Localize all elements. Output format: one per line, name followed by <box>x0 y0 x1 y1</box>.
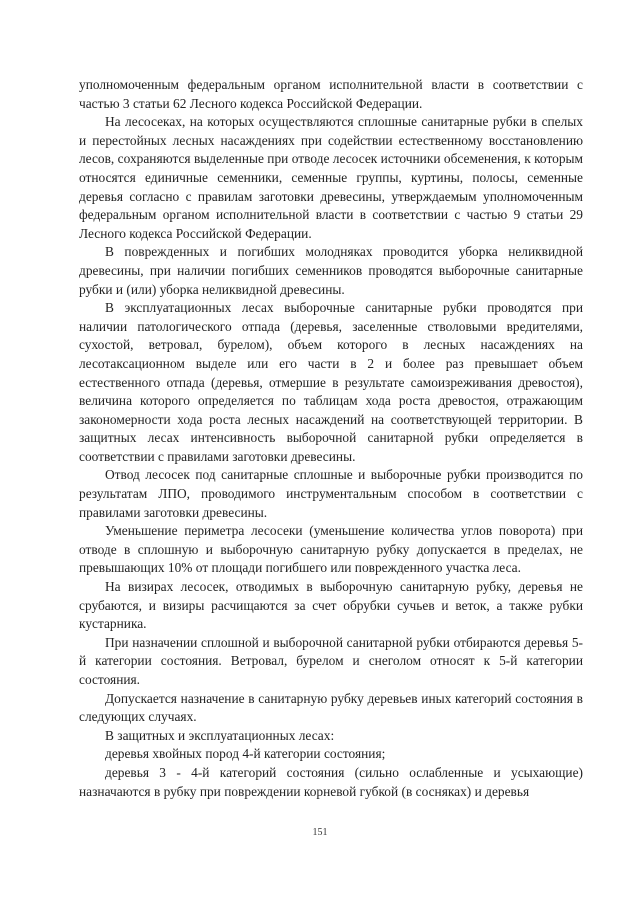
paragraph-protective-forests: В защитных и эксплуатационных лесах: <box>105 727 335 743</box>
paragraph-seed-sources: На лесосеках, на которых осуществляются сплошные санитарные рубки в спелых и перестойных лесных насаждениях при содействии естественному восстановлению лесов, сохраняются выделенные при отводе лесосек источники обсеменения, к которым относятся единичные семенники, семенные группы, куртины, полосы, семенные деревья согласно с правилам заготовки древесины, утверждаемым уполномоченным федеральным органом исполнительной власти в соответствии с частью 9 статьи 29 Лесного кодекса Российской Федерации. <box>79 114 583 241</box>
paragraph-continuation: уполномоченным федеральным органом исполнительной власти в соответствии с частью 3 статьи 62 Лесного кодекса Российской Федерации. <box>79 77 583 111</box>
paragraph-selective-felling: В эксплуатационных лесах выборочные санитарные рубки проводятся при наличии патологического отпада (деревья, заселенные стволовыми вредителями, сухостой, ветровал, бурелом), объем которого в лесных насаждениях на лесотаксационном выделе или его части в 2 и более раз превышает объем естественного отпада (деревья, отмершие в результате самоизреживания древостоя), величина которого определяется по таблицам хода роста древостоя, отражающим закономерности хода роста лесных насаждений на соответствующей территории. В защитных лесах интенсивность выборочной санитарной рубки определяется в соответствии с правилами заготовки древесины. <box>79 300 583 464</box>
paragraph-perimeter-reduction: Уменьшение периметра лесосеки (уменьшение количества углов поворота) при отводе в сплошную и выборочную санитарную рубку допускается в пределах, не превышающих 10% от площади погибшего или поврежденного участка леса. <box>79 523 583 576</box>
document-page <box>79 76 583 801</box>
paragraph-conifers: деревья хвойных пород 4-й категории состояния; <box>105 746 386 762</box>
paragraph-other-categories: Допускается назначение в санитарную рубку деревьев иных категорий состояния в следующих случаях. <box>79 690 583 725</box>
paragraph-allotment: Отвод лесосек под санитарные сплошные и выборочные рубки производится по результатам ЛПО, проводимого инструментальным способом в соответствии с правилами заготовки древесины. <box>79 467 583 520</box>
paragraph-root-fungus: деревья 3 - 4-й категорий состояния (сильно ослабленные и усыхающие) назначаются в рубку при повреждении корневой губкой (в сосняках) и деревья <box>79 764 583 799</box>
paragraph-young-stands: В поврежденных и погибших молодняках проводится уборка неликвидной древесины, при наличии погибших семенников проводятся выборочные санитарные рубки и (или) уборка неликвидной древесины. <box>79 244 583 297</box>
paragraph-category-5: При назначении сплошной и выборочной санитарной рубки отбираются деревья 5-й категории состояния. Ветровал, бурелом и снеголом относят к 5-й категории состояния. <box>79 634 583 687</box>
paragraph-sight-lines: На визирах лесосек, отводимых в выборочную санитарную рубку, деревья не срубаются, и визиры расчищаются за счет обрубки сучьев и веток, а также рубки кустарника. <box>79 579 583 632</box>
page-number: 151 <box>312 827 328 838</box>
